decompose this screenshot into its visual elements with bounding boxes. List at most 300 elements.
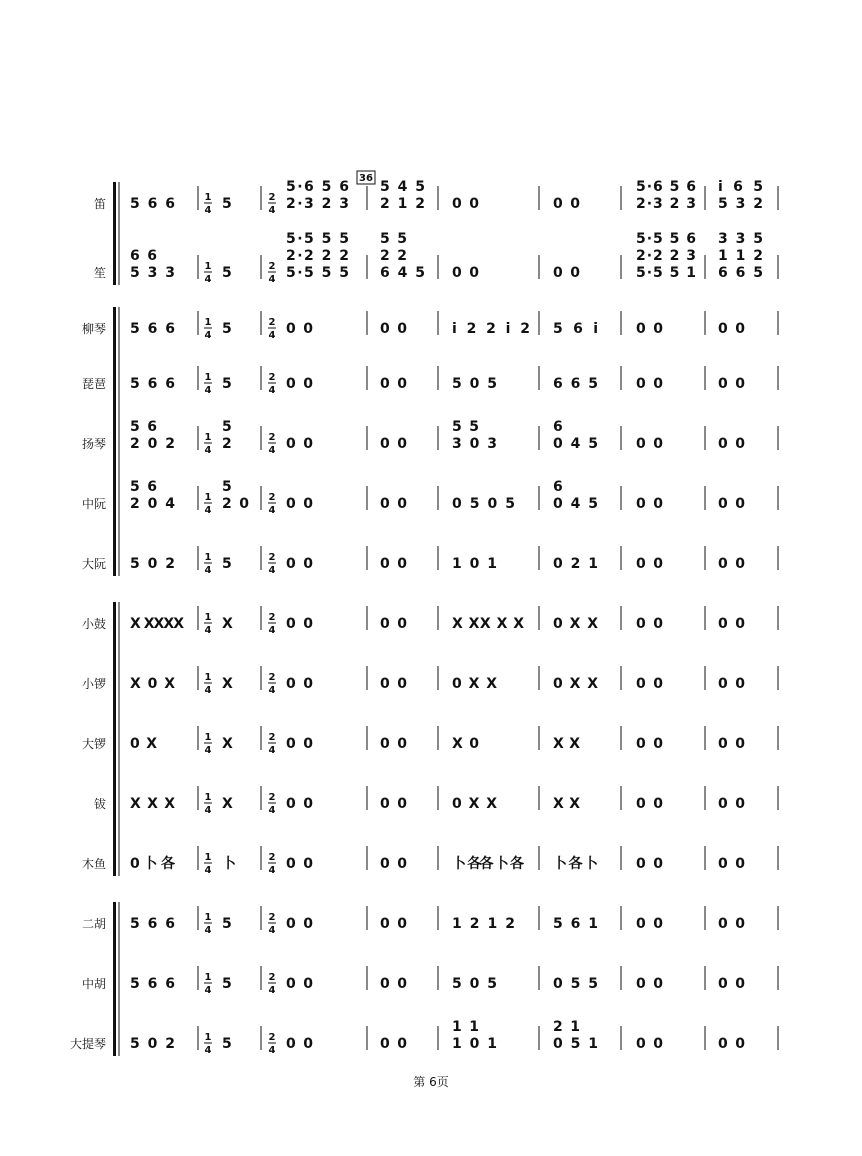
notation-upper2: 3 3 5: [718, 231, 763, 247]
notation-main: 2 0: [222, 496, 249, 512]
notation-main: 0 0: [286, 736, 313, 752]
notation-main: 0 0: [286, 976, 313, 992]
svg-text:2: 2: [268, 552, 276, 563]
notation-main: 0 0: [380, 376, 407, 392]
notation-main: X XX X X: [452, 616, 524, 632]
measure: [380, 231, 425, 281]
measure: [380, 976, 407, 992]
notation-main: 0 0: [286, 1036, 313, 1052]
notation-main: 2 1 2: [380, 196, 425, 212]
rehearsal-mark: 36: [359, 173, 373, 184]
time-signature-2-4: [268, 432, 276, 456]
measure: [718, 436, 745, 452]
svg-text:4: 4: [204, 925, 212, 936]
notation-main: 0 0: [286, 796, 313, 812]
notation-main: 0 0: [380, 436, 407, 452]
measure: [130, 376, 175, 392]
notation-upper: 5 6: [130, 479, 157, 495]
notation-main: 0 0: [718, 736, 745, 752]
notation-main: 0 0: [636, 796, 663, 812]
measure: [380, 376, 407, 392]
group-bracket: [113, 307, 116, 576]
notation-main: X 0: [452, 736, 479, 752]
notation-upper: i 6 5: [718, 179, 763, 195]
measure: [553, 321, 598, 337]
part-name: 大阮: [81, 557, 106, 571]
measure: [718, 556, 745, 572]
notation-upper: 5 5: [452, 419, 479, 435]
rehearsal-box: [357, 171, 375, 184]
time-signature-1-4: [204, 372, 212, 396]
svg-text:2: 2: [268, 372, 276, 383]
measure: [452, 796, 497, 812]
measure: [553, 736, 580, 752]
notation-upper: 6: [553, 419, 563, 435]
notation-main: 5: [222, 976, 232, 992]
svg-text:4: 4: [268, 565, 276, 576]
measure: [130, 479, 175, 512]
notation-main: 0 5 0 5: [452, 496, 515, 512]
notation-main: 0 0: [636, 321, 663, 337]
score-rows: [70, 179, 763, 1056]
time-signature-1-4: [204, 792, 212, 816]
notation-main: 5: [222, 265, 232, 281]
notation-main: 0 0: [286, 616, 313, 632]
measure: [222, 1036, 232, 1052]
part-name: 笛: [93, 197, 106, 211]
notation-main: 0 0: [286, 321, 313, 337]
notation-main: 0 0: [286, 376, 313, 392]
measure: [380, 1036, 407, 1052]
measure: [553, 616, 598, 632]
measure: [452, 556, 497, 572]
svg-text:1: 1: [204, 492, 212, 503]
notation-main: 0 0: [718, 676, 745, 692]
measure: [222, 916, 232, 932]
measure: [380, 796, 407, 812]
svg-text:2: 2: [268, 192, 276, 203]
svg-text:1: 1: [204, 1032, 212, 1043]
time-signature-1-4: [204, 432, 212, 456]
notation-main: 0 卜 各: [130, 856, 175, 872]
svg-text:2: 2: [268, 317, 276, 328]
time-signature-2-4: [268, 852, 276, 876]
part-name: 扬琴: [81, 437, 106, 451]
measure: [452, 496, 515, 512]
notation-main: X: [222, 736, 233, 752]
svg-text:4: 4: [204, 625, 212, 636]
svg-text:4: 4: [268, 330, 276, 341]
notation-main: 0 0: [636, 856, 663, 872]
notation-main: 0 0: [636, 736, 663, 752]
time-signature-2-4: [268, 1032, 276, 1056]
measure: [718, 856, 745, 872]
measure: [636, 796, 663, 812]
measure: [636, 436, 663, 452]
notation-main: 0 0: [380, 1036, 407, 1052]
notation-upper: 5 4 5: [380, 179, 425, 195]
notation-main: 0 X X: [452, 676, 497, 692]
measure: [130, 248, 175, 281]
measure: [130, 419, 175, 452]
notation-main: 0 2 1: [553, 556, 598, 572]
group-bracket: [113, 602, 116, 876]
svg-text:4: 4: [204, 805, 212, 816]
measure: [130, 1036, 175, 1052]
measure: [380, 496, 407, 512]
time-signature-1-4: [204, 732, 212, 756]
measure: [222, 479, 249, 512]
measure: [130, 976, 175, 992]
part-row: [94, 792, 745, 816]
notation-main: 0 0: [553, 196, 580, 212]
notation-main: 0 0: [286, 916, 313, 932]
notation-main: X: [222, 796, 233, 812]
notation-main: X 0 X: [130, 676, 175, 692]
measure: [452, 916, 515, 932]
measure: [718, 496, 745, 512]
measure: [718, 616, 745, 632]
notation-main: 卜: [222, 856, 236, 872]
svg-text:2: 2: [268, 732, 276, 743]
notation-main: 0 0: [286, 856, 313, 872]
part-row: [82, 552, 745, 576]
time-signature-1-4: [204, 852, 212, 876]
measure: [452, 1019, 497, 1052]
measure: [130, 916, 175, 932]
notation-main: 0 0: [718, 796, 745, 812]
measure: [222, 796, 233, 812]
notation-main: 5·5 5 1: [636, 265, 696, 281]
time-signature-2-4: [268, 672, 276, 696]
time-signature-2-4: [268, 317, 276, 341]
measure: [636, 976, 663, 992]
notation-main: 2 0 2: [130, 436, 175, 452]
measure: [636, 1036, 663, 1052]
svg-text:1: 1: [204, 432, 212, 443]
time-signature-2-4: [268, 732, 276, 756]
part-name: 钹: [93, 797, 106, 811]
svg-text:4: 4: [204, 1045, 212, 1056]
notation-main: 0 0: [380, 736, 407, 752]
notation-main: 0 0: [718, 321, 745, 337]
svg-text:4: 4: [268, 445, 276, 456]
measure: [380, 916, 407, 932]
notation-main: 6 6 5: [718, 265, 763, 281]
measure: [380, 676, 407, 692]
measure: [553, 796, 580, 812]
measure: [130, 796, 175, 812]
notation-main: 0 0: [286, 556, 313, 572]
measure: [452, 616, 524, 632]
notation-main: 0 0: [636, 676, 663, 692]
measure: [636, 916, 663, 932]
notation-main: 5: [222, 321, 232, 337]
measure: [718, 321, 745, 337]
notation-main: X: [222, 676, 233, 692]
measure: [222, 419, 232, 452]
notation-main: 5 6 6: [130, 376, 175, 392]
notation-main: 1 2 1 2: [452, 916, 515, 932]
measure: [553, 376, 598, 392]
svg-text:2: 2: [268, 1032, 276, 1043]
svg-text:4: 4: [204, 205, 212, 216]
measure: [286, 676, 313, 692]
measure: [380, 556, 407, 572]
measure: [636, 179, 696, 212]
notation-main: 0 0: [636, 376, 663, 392]
measure: [222, 736, 233, 752]
time-signature-1-4: [204, 552, 212, 576]
time-signature-1-4: [204, 492, 212, 516]
measure: [718, 231, 763, 281]
notation-main: 0 0: [380, 556, 407, 572]
measure: [222, 855, 236, 872]
notation-main: 5 0 2: [130, 1036, 175, 1052]
svg-text:1: 1: [204, 972, 212, 983]
staff-lines: [113, 182, 778, 1056]
notation-main: 0 0: [718, 556, 745, 572]
notation-main: 0 X X: [452, 796, 497, 812]
measure: [286, 436, 313, 452]
notation-main: 5: [222, 376, 232, 392]
time-signature-1-4: [204, 192, 212, 216]
measure: [380, 436, 407, 452]
measure: [286, 496, 313, 512]
svg-text:1: 1: [204, 317, 212, 328]
notation-upper: 1 1: [452, 1019, 479, 1035]
notation-main: 0 0: [380, 916, 407, 932]
measure: [380, 616, 407, 632]
svg-text:4: 4: [268, 505, 276, 516]
notation-main: 0 0: [718, 616, 745, 632]
time-signature-1-4: [204, 912, 212, 936]
svg-text:4: 4: [268, 205, 276, 216]
notation-main: 0 0: [636, 556, 663, 572]
svg-text:4: 4: [268, 274, 276, 285]
svg-text:4: 4: [204, 745, 212, 756]
notation-main: 5 6 6: [130, 916, 175, 932]
part-row: [82, 479, 745, 516]
measure: [718, 736, 745, 752]
notation-main: X: [222, 616, 233, 632]
notation-main: i 2 2 i 2: [452, 321, 530, 337]
measure: [286, 736, 313, 752]
measure: [286, 976, 313, 992]
part-row: [82, 852, 745, 876]
measure: [452, 321, 530, 337]
svg-text:2: 2: [268, 672, 276, 683]
time-signature-2-4: [268, 792, 276, 816]
measure: [222, 265, 232, 281]
time-signature-2-4: [268, 261, 276, 285]
svg-text:1: 1: [204, 192, 212, 203]
notation-upper: 6: [553, 479, 563, 495]
svg-text:4: 4: [204, 865, 212, 876]
notation-upper: 5 6: [130, 419, 157, 435]
notation-main: 0 4 5: [553, 496, 598, 512]
svg-text:4: 4: [268, 805, 276, 816]
notation-main: 5 6 6: [130, 976, 175, 992]
measure: [553, 676, 598, 692]
part-row: [82, 912, 745, 936]
page-number: 第 6页: [413, 1075, 449, 1089]
notation-main: X XXXX: [130, 616, 184, 632]
notation-main: 0 0: [718, 976, 745, 992]
svg-text:1: 1: [204, 792, 212, 803]
svg-text:2: 2: [268, 912, 276, 923]
svg-text:4: 4: [204, 685, 212, 696]
notation-main: 2·3 2 3: [286, 196, 349, 212]
measure: [553, 419, 598, 452]
notation-main: 0 0: [718, 916, 745, 932]
notation-main: 1 0 1: [452, 556, 497, 572]
svg-text:4: 4: [268, 865, 276, 876]
part-row: [82, 317, 745, 341]
notation-upper: 5: [222, 479, 232, 495]
notation-upper: 5·6 5 6: [636, 179, 696, 195]
notation-main: 3 0 3: [452, 436, 497, 452]
notation-main: 0 X: [130, 736, 157, 752]
measure: [380, 856, 407, 872]
svg-text:4: 4: [204, 565, 212, 576]
part-row: [82, 419, 745, 456]
measure: [130, 736, 157, 752]
measure: [130, 616, 184, 632]
measure: [718, 376, 745, 392]
measure: [130, 321, 175, 337]
notation-upper: 2·2 2 2: [286, 248, 349, 264]
part-row: [70, 1019, 745, 1056]
notation-main: 0 0: [636, 436, 663, 452]
notation-main: 5 6 6: [130, 196, 175, 212]
part-name: 柳琴: [81, 322, 106, 336]
measure: [380, 736, 407, 752]
measure: [380, 179, 425, 212]
notation-main: 0 5 1: [553, 1036, 598, 1052]
notation-main: 0 0: [380, 496, 407, 512]
notation-main: 1 0 1: [452, 1036, 497, 1052]
part-row: [82, 672, 745, 696]
notation-main: 5 6 1: [553, 916, 598, 932]
notation-main: 卜 各各 卜 各: [452, 856, 524, 872]
notation-main: 2·3 2 3: [636, 196, 696, 212]
notation-main: 0 0: [718, 436, 745, 452]
notation-main: 5 6 i: [553, 321, 598, 337]
measure: [222, 976, 232, 992]
measure: [286, 376, 313, 392]
measure: [286, 231, 349, 281]
time-signature-2-4: [268, 192, 276, 216]
notation-main: 0 0: [380, 616, 407, 632]
svg-text:4: 4: [204, 330, 212, 341]
svg-text:2: 2: [268, 432, 276, 443]
part-row: [82, 612, 745, 636]
svg-text:4: 4: [268, 1045, 276, 1056]
notation-main: 0 0: [452, 196, 479, 212]
notation-main: 5 6 6: [130, 321, 175, 337]
measure: [718, 976, 745, 992]
measure: [452, 265, 479, 281]
notation-main: 5 0 2: [130, 556, 175, 572]
notation-upper: 2·2 2 3: [636, 248, 696, 264]
notation-main: 0 0: [636, 1036, 663, 1052]
measure: [222, 616, 233, 632]
svg-text:2: 2: [268, 261, 276, 272]
time-signature-1-4: [204, 317, 212, 341]
time-signature-1-4: [204, 972, 212, 996]
notation-main: 6 4 5: [380, 265, 425, 281]
notation-main: 5: [222, 196, 232, 212]
measure: [636, 616, 663, 632]
svg-text:1: 1: [204, 852, 212, 863]
svg-text:4: 4: [268, 625, 276, 636]
notation-upper2: 5·5 5 6: [636, 231, 696, 247]
notation-main: 0 0: [636, 616, 663, 632]
notation-main: 卜 各 卜: [553, 856, 598, 872]
part-name: 大锣: [81, 737, 106, 751]
measure: [553, 916, 598, 932]
measure: [222, 376, 232, 392]
svg-text:2: 2: [268, 972, 276, 983]
notation-main: 0 4 5: [553, 436, 598, 452]
svg-text:2: 2: [268, 492, 276, 503]
notation-main: X X: [553, 796, 580, 812]
notation-main: 0 0: [636, 496, 663, 512]
part-name: 小锣: [81, 677, 106, 691]
notation-main: 0 X X: [553, 676, 598, 692]
time-signature-2-4: [268, 492, 276, 516]
measure: [222, 196, 232, 212]
measure: [452, 376, 497, 392]
measure: [130, 196, 175, 212]
part-row: [82, 732, 745, 756]
time-signature-1-4: [204, 1032, 212, 1056]
measure: [636, 496, 663, 512]
notation-upper: 1 1 2: [718, 248, 763, 264]
measure: [718, 916, 745, 932]
notation-main: 5: [222, 1036, 232, 1052]
measure: [553, 1019, 598, 1052]
svg-text:2: 2: [268, 792, 276, 803]
svg-text:1: 1: [204, 672, 212, 683]
time-signature-1-4: [204, 672, 212, 696]
part-row: [82, 372, 745, 396]
svg-text:1: 1: [204, 612, 212, 623]
part-row: [94, 231, 763, 285]
part-name: 大提琴: [69, 1037, 106, 1051]
notation-main: 0 0: [286, 436, 313, 452]
notation-main: 0 0: [718, 496, 745, 512]
part-name: 二胡: [81, 917, 106, 931]
measure: [452, 976, 497, 992]
measure: [130, 855, 176, 872]
svg-text:4: 4: [268, 745, 276, 756]
time-signature-2-4: [268, 552, 276, 576]
notation-main: 0 0: [636, 976, 663, 992]
time-signature-2-4: [268, 612, 276, 636]
notation-main: 5·5 5 5: [286, 265, 349, 281]
measure: [636, 376, 663, 392]
measure: [222, 321, 232, 337]
svg-text:1: 1: [204, 552, 212, 563]
notation-main: 2 0 4: [130, 496, 175, 512]
notation-main: 0 0: [636, 916, 663, 932]
measure: [380, 321, 407, 337]
notation-main: X X X: [130, 796, 175, 812]
notation-main: 0 0: [553, 265, 580, 281]
svg-text:4: 4: [204, 274, 212, 285]
